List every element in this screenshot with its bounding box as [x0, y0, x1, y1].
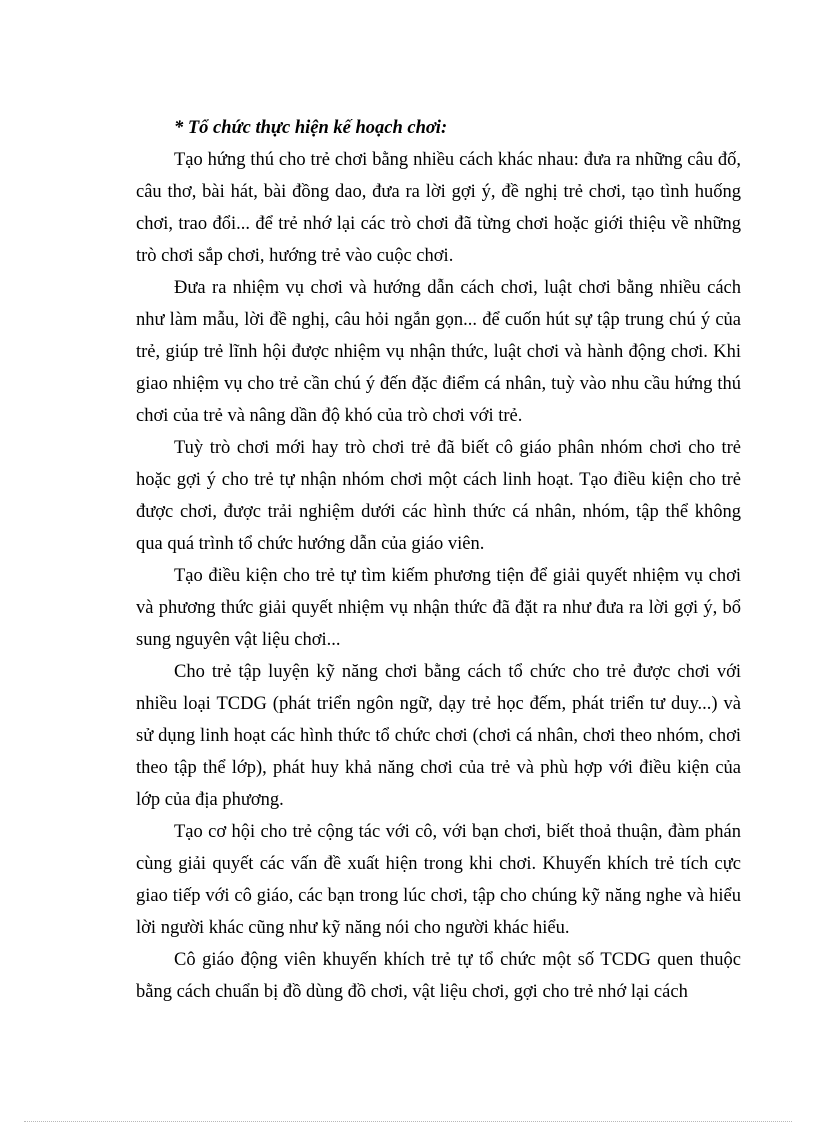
paragraph-2: Đưa ra nhiệm vụ chơi và hướng dẫn cách chơi, luật chơi bằng nhiều cách như làm mẫu, lời đề nghị, câu hỏi ngắn gọn... để cuốn hút sự tập trung chú ý của trẻ, giúp trẻ lĩnh hội được nhiệm vụ nhận thức, luật chơi và hành động chơi. Khi giao nhiệm vụ cho trẻ cần chú ý đến đặc điểm cá nhân, tuỳ vào nhu cầu hứng thú chơi của trẻ và nâng dần độ khó của trò chơi với trẻ. [136, 278, 741, 426]
paragraph-7: Cô giáo động viên khuyến khích trẻ tự tổ chức một số TCDG quen thuộc bằng cách chuẩn bị đồ dùng đồ chơi, vật liệu chơi, gợi cho trẻ nhớ lại cách [136, 950, 741, 1002]
document-body [136, 112, 741, 1008]
section-heading: * Tổ chức thực hiện kế hoạch chơi: [174, 118, 448, 138]
paragraph-3: Tuỳ trò chơi mới hay trò chơi trẻ đã biết cô giáo phân nhóm chơi cho trẻ hoặc gợi ý cho trẻ tự nhận nhóm chơi một cách linh hoạt. Tạo điều kiện cho trẻ được chơi, được trải nghiệm dưới các hình thức cá nhân, nhóm, tập thể không qua quá trình tổ chức hướng dẫn của giáo viên. [136, 438, 741, 554]
paragraph-6: Tạo cơ hội cho trẻ cộng tác với cô, với bạn chơi, biết thoả thuận, đàm phán cùng giải quyết các vấn đề xuất hiện trong khi chơi. Khuyến khích trẻ tích cực giao tiếp với cô giáo, các bạn trong lúc chơi, tập cho chúng kỹ năng nghe và hiểu lời người khác cũng như kỹ năng nói cho người khác hiểu. [136, 822, 741, 938]
paragraph-4: Tạo điều kiện cho trẻ tự tìm kiếm phương tiện để giải quyết nhiệm vụ chơi và phương thức giải quyết nhiệm vụ nhận thức đã đặt ra như đưa ra lời gợi ý, bổ sung nguyên vật liệu chơi... [136, 566, 741, 650]
page-bottom-divider [24, 1121, 792, 1122]
paragraph-5: Cho trẻ tập luyện kỹ năng chơi bằng cách tổ chức cho trẻ được chơi với nhiều loại TCDG (phát triển ngôn ngữ, dạy trẻ học đếm, phát triển tư duy...) và sử dụng linh hoạt các hình thức tổ chức chơi (chơi cá nhân, chơi theo nhóm, chơi theo tập thể lớp), phát huy khả năng chơi của trẻ và phù hợp với điều kiện của lớp của địa phương. [136, 662, 741, 810]
paragraph-1: Tạo hứng thú cho trẻ chơi bằng nhiều cách khác nhau: đưa ra những câu đố, câu thơ, bài hát, bài đồng dao, đưa ra lời gợi ý, đề nghị trẻ chơi, tạo tình huống chơi, trao đổi... để trẻ nhớ lại các trò chơi đã từng chơi hoặc giới thiệu về những trò chơi sắp chơi, hướng trẻ vào cuộc chơi. [136, 150, 741, 266]
